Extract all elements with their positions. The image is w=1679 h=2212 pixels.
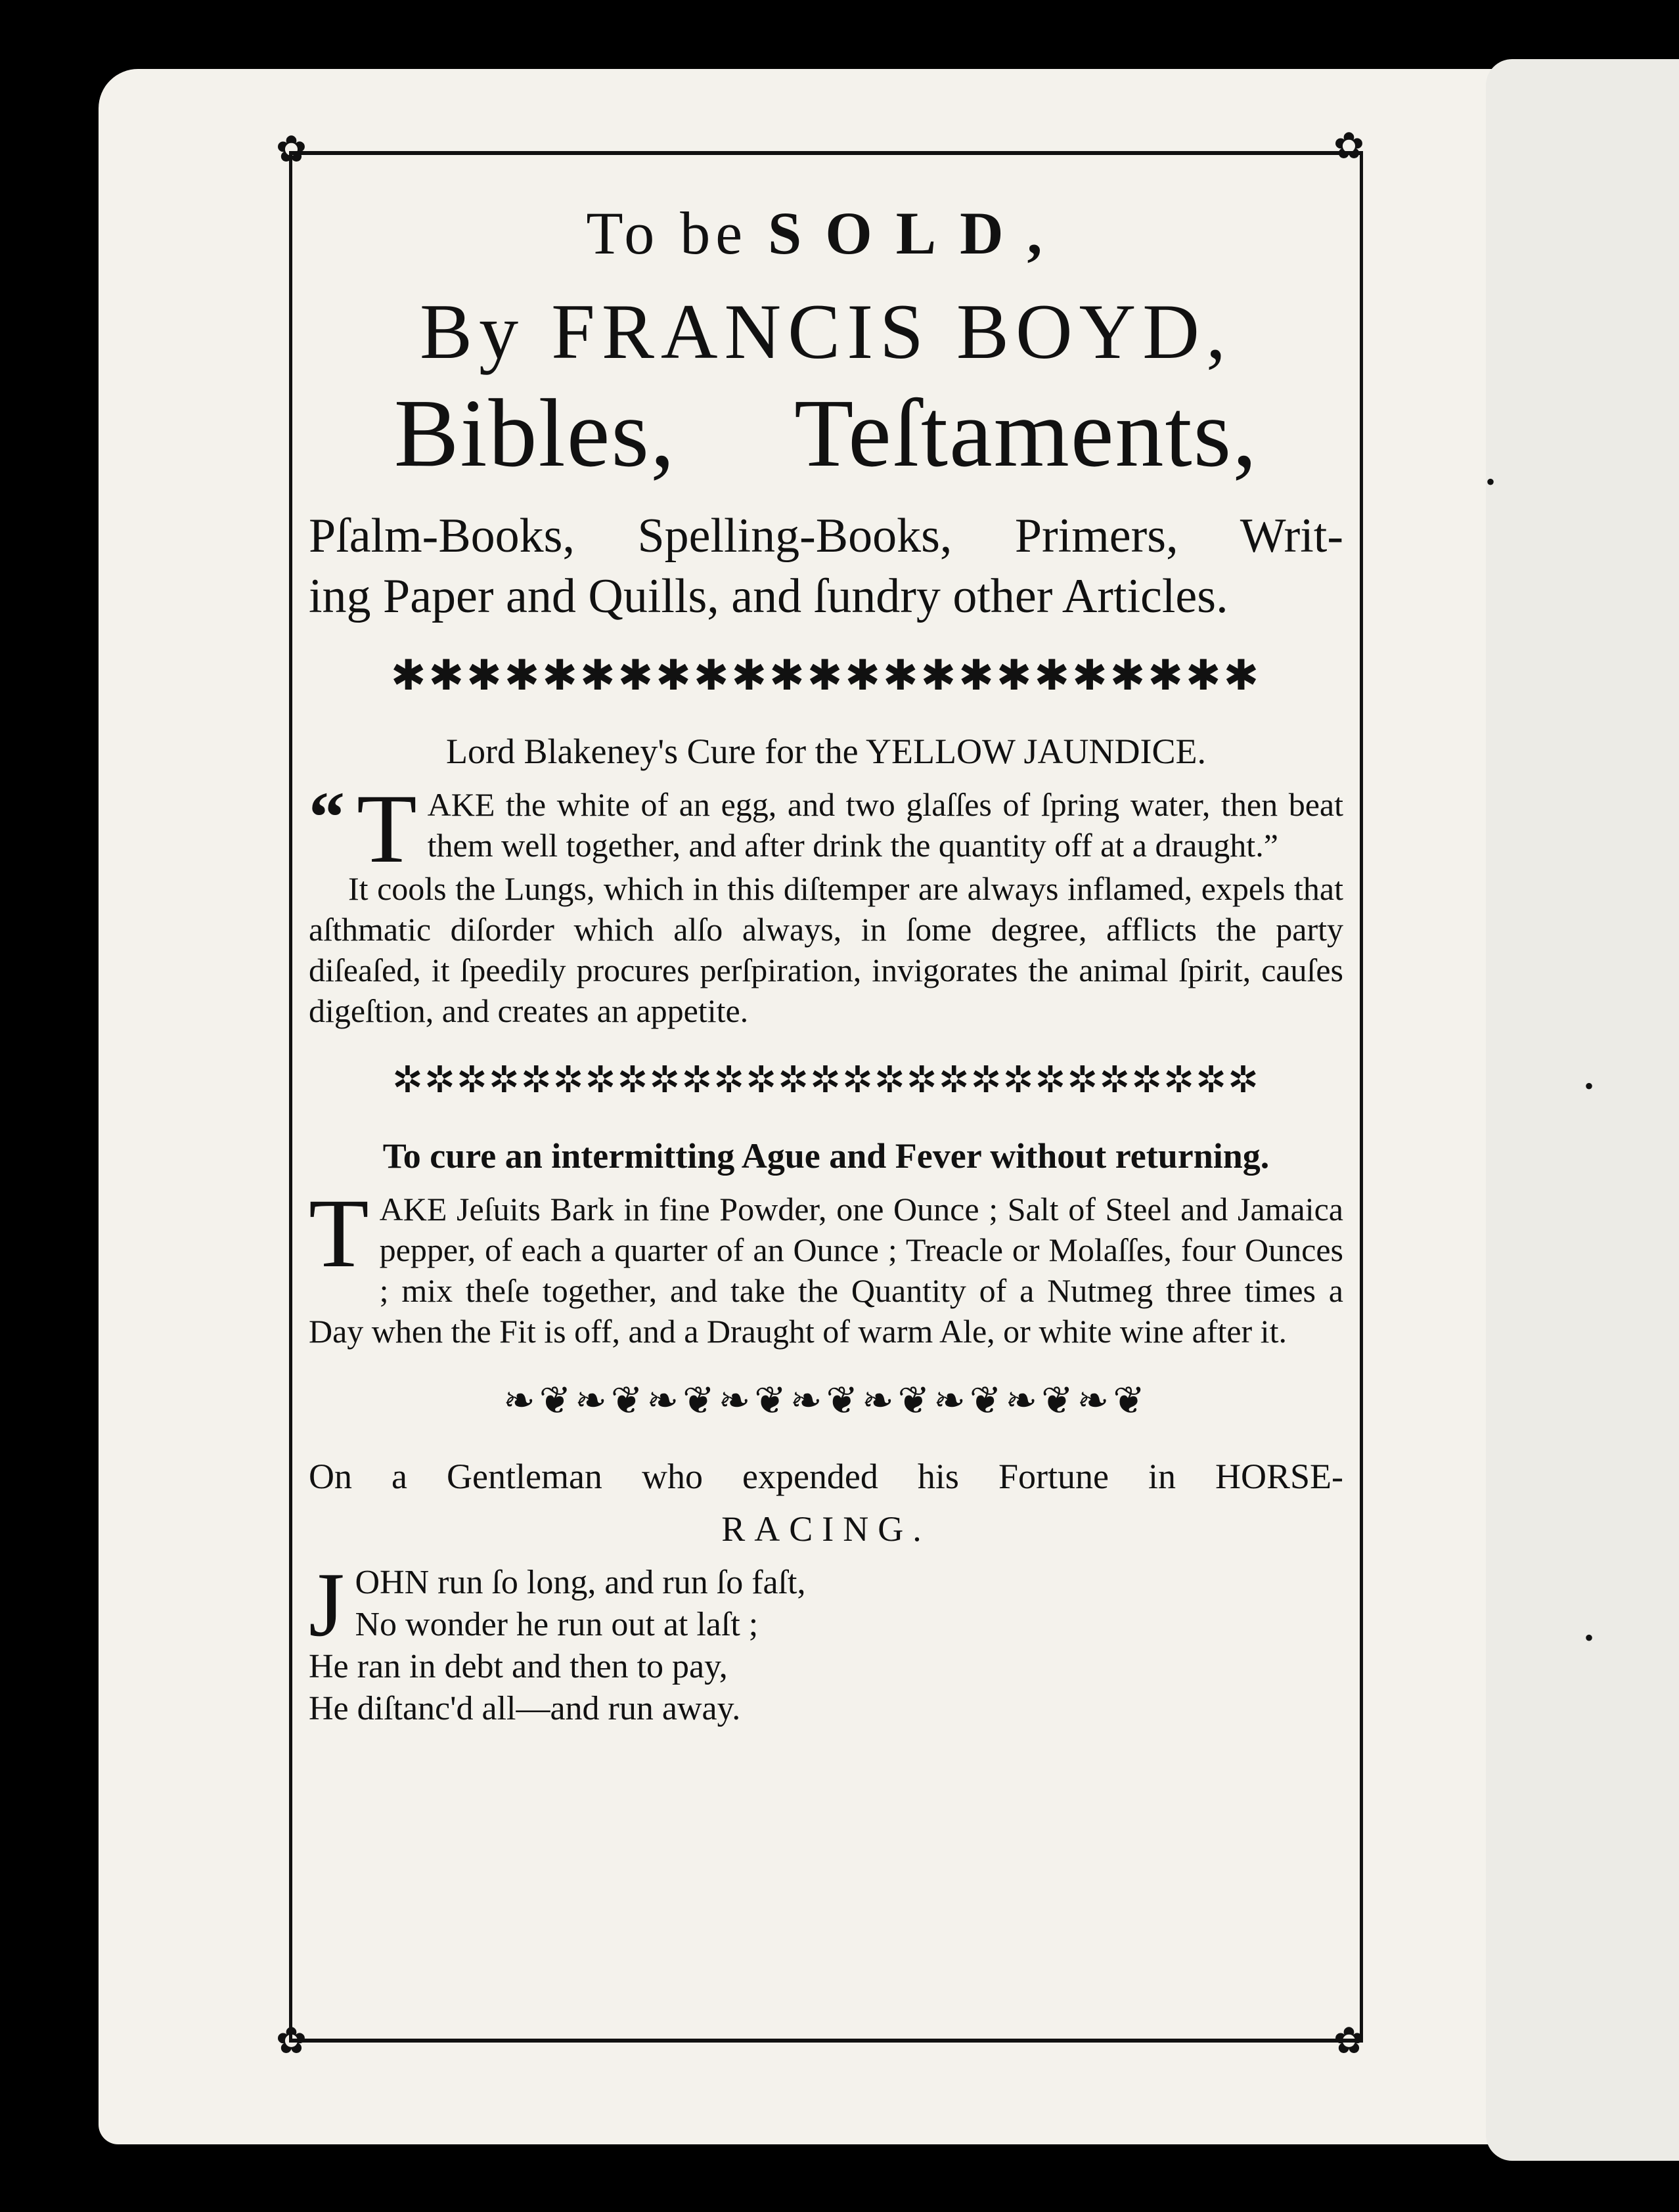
- bibles-text: Bibles,: [393, 380, 677, 487]
- seller-line: By FRANCIS BOYD,: [420, 288, 1232, 375]
- facing-page: [1486, 59, 1679, 2161]
- ink-mark: •: [1486, 467, 1496, 497]
- to-be-text: To be: [586, 200, 748, 267]
- quote-mark: “: [309, 777, 345, 857]
- poem-heading-1: On a Gentleman who expended his Fortune in HORSE-: [309, 1457, 1343, 1496]
- poem-line-4: He diſtanc'd all—and run away.: [309, 1690, 741, 1727]
- articles-line-2: ing Paper and Quills, and ſundry other Articles.: [309, 569, 1228, 623]
- poem-heading-2: RACING.: [721, 1509, 931, 1549]
- poem-line-3: He ran in debt and then to pay,: [309, 1648, 728, 1685]
- ink-mark: •: [1584, 1623, 1594, 1652]
- testaments-text: Teſtaments,: [794, 380, 1259, 487]
- ink-mark: •: [1584, 1071, 1594, 1101]
- jaundice-effects-text: It cools the Lungs, which in this diſtemper are always inflamed, expels that aſthmatic diſorder which alſo always, in ſome degree, afflicts the party diſeaſed, it ſpeedily procures perſpiration, invigorates the animal ſpirit, cauſes digeſtion, and creates an appetite.: [309, 870, 1343, 1029]
- sold-text: SOLD,: [768, 200, 1066, 267]
- corner-ornament-icon: ✿: [276, 129, 307, 170]
- corner-ornament-icon: ✿: [1333, 2021, 1364, 2062]
- ague-recipe: [309, 1179, 1343, 1352]
- ague-heading: To cure an intermitting Ague and Fever without returning.: [382, 1136, 1270, 1176]
- ornament-row-1: ✱✱✱✱✱✱✱✱✱✱✱✱✱✱✱✱✱✱✱✱✱✱✱: [390, 652, 1262, 699]
- articles-line-1: Pſalm-Books, Spelling-Books, Primers, Writ-: [309, 509, 1343, 563]
- poem: [309, 1554, 1343, 1730]
- jaundice-recipe-text: AKE the white of an egg, and two glaſſes of ſpring water, then beat them well together, and after drink the quantity off at a draught.”: [427, 786, 1343, 864]
- corner-ornament-icon: ✿: [276, 2021, 307, 2062]
- jaundice-recipe: [309, 774, 1343, 1031]
- drop-cap-t: T: [309, 1179, 369, 1288]
- ornament-row-2: ✲✲✲✲✲✲✲✲✲✲✲✲✲✲✲✲✲✲✲✲✲✲✲✲✲✲✲: [392, 1060, 1260, 1101]
- drop-cap-j: J: [309, 1554, 345, 1656]
- corner-ornament-icon: ✿: [1333, 126, 1364, 167]
- poem-line-1: OHN run ſo long, and run ſo faſt,: [355, 1564, 806, 1601]
- poem-line-2: No wonder he run out at laſt ;: [355, 1606, 759, 1643]
- to-be-sold-line: [309, 184, 1343, 282]
- jaundice-heading: Lord Blakeney's Cure for the YELLOW JAUNDICE.: [446, 732, 1206, 771]
- ague-recipe-text: AKE Jeſuits Bark in fine Powder, one Ounce ; Salt of Steel and Jamaica pepper, of each a quarter of an Ounce ; Treacle or Molaſſes, four Ounces ; mix theſe together, and take the Quantity of a Nutmeg three times a Day when the Fit is off, and a Draught of warm Ale, or white wine after it.: [309, 1191, 1343, 1350]
- advert-content: [309, 184, 1343, 1730]
- drop-cap-t: T: [357, 774, 417, 883]
- ornament-row-3: ❧❦❧❦❧❦❧❦❧❦❧❦❧❦❧❦❧❦: [503, 1379, 1149, 1422]
- bibles-line: [309, 381, 1343, 486]
